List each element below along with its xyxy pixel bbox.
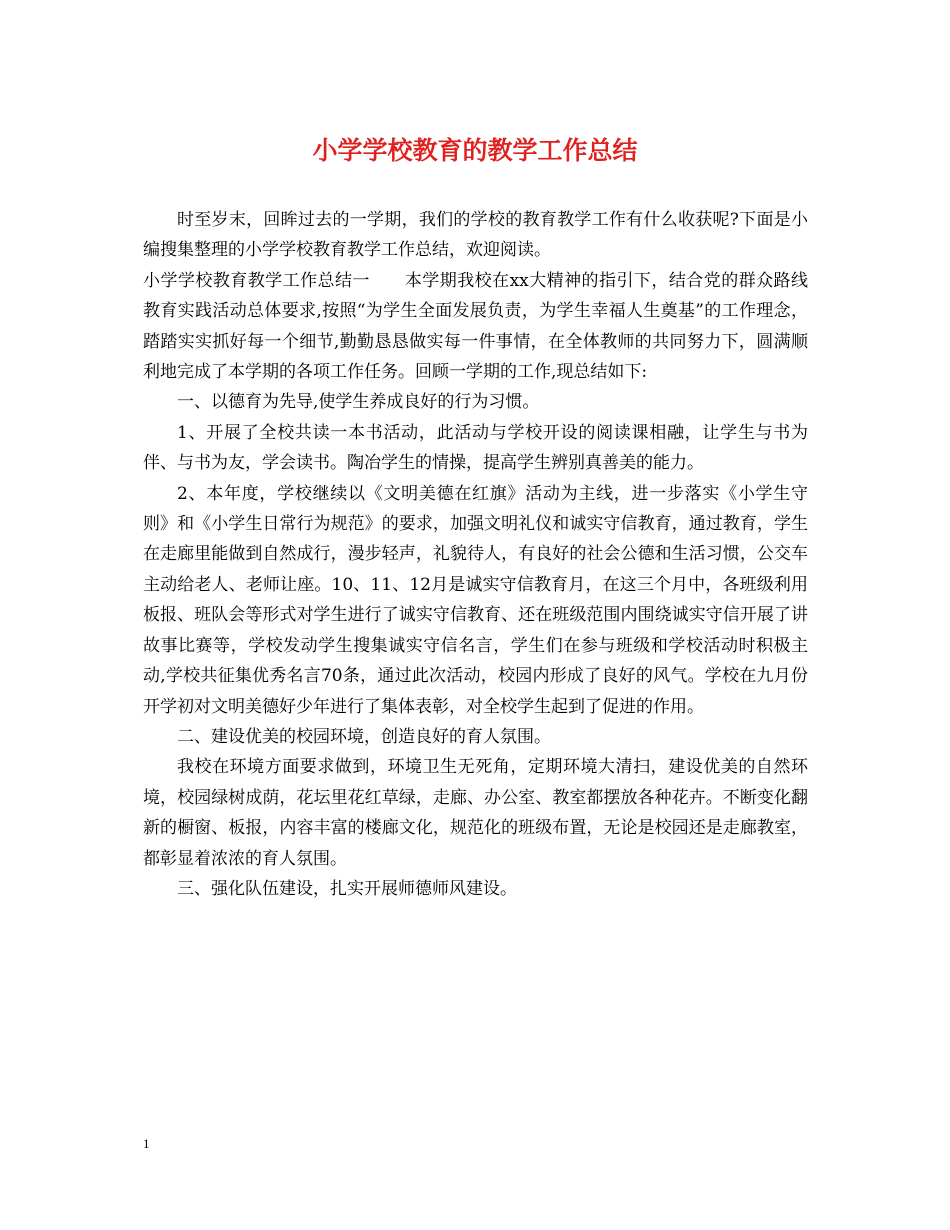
section-paragraph bbox=[143, 266, 808, 388]
intro-paragraph: 时至岁末，回眸过去的一学期，我们的学校的教育教学工作有什么收获呢?下面是小编搜集整理的小学学校教育教学工作总结，欢迎阅读。 bbox=[143, 210, 808, 261]
paragraph-item-1: 1、开展了全校共读一本书活动，此活动与学校开设的阅读课相融，让学生与书为伴、与书为友，学会读书。陶冶学生的情操，提高学生辨别真善美的能力。 bbox=[143, 422, 808, 474]
page-number: 1 bbox=[143, 1136, 150, 1151]
paragraph-heading-1: 一、以德育为先导,使学生养成良好的行为习惯。 bbox=[177, 392, 540, 413]
section-spacer bbox=[370, 271, 405, 291]
document-body bbox=[143, 205, 808, 904]
document-title: 小学学校教育的教学工作总结 bbox=[312, 136, 638, 165]
paragraph-heading-3: 三、强化队伍建设，扎实开展师德师风建设。 bbox=[177, 878, 517, 899]
paragraph-item-2: 2、本年度，学校继续以《文明美德在红旗》活动为主线，进一步落实《小学生守则》和《小学生日常行为规范》的要求，加强文明礼仪和诚实守信教育，通过教育，学生在走廊里能做到自然成行，漫步轻声，礼貌待人，有良好的社会公德和生活习惯，公交车主动给老人、老师让座。10、11、12月是诚实守信教育月，在这三个月中，各班级利用板报、班队会等形式对学生进行了诚实守信教育、还在班级范围内围绕诚实守信开展了讲故事比赛等，学校发动学生搜集诚实守信名言，学生们在参与班级和学校活动时积极主动,学校共征集优秀名言70条，通过此次活动，校园内形成了良好的风气。学校在九月份开学初对文明美德好少年进行了集体表彰，对全校学生起到了促进的作用。 bbox=[143, 483, 808, 717]
section-heading: 小学学校教育教学工作总结一 bbox=[143, 270, 370, 291]
section-opening-text: 本学期我校在xx大精神的指引下，结合党的群众路线教育实践活动总体要求,按照“为学生全面发展负责，为学生幸福人生奠基”的工作理念，踏踏实实抓好每一个细节,勤勤恳恳做实每一件事情，在全体教师的共同努力下，圆满顺利地完成了本学期的各项工作任务。回顾一学期的工作,现总结如下: bbox=[143, 270, 809, 383]
paragraph-heading-2: 二、建设优美的校园环境，创造良好的育人氛围。 bbox=[177, 726, 551, 747]
paragraph-environment: 我校在环境方面要求做到，环境卫生无死角，定期环境大清扫，建设优美的自然环境，校园绿树成荫，花坛里花红草绿，走廊、办公室、教室都摆放各种花卉。不断变化翻新的橱窗、板报，内容丰富的楼廊文化，规范化的班级布置，无论是校园还是走廊教室，都彰显着浓浓的育人氛围。 bbox=[143, 757, 808, 869]
